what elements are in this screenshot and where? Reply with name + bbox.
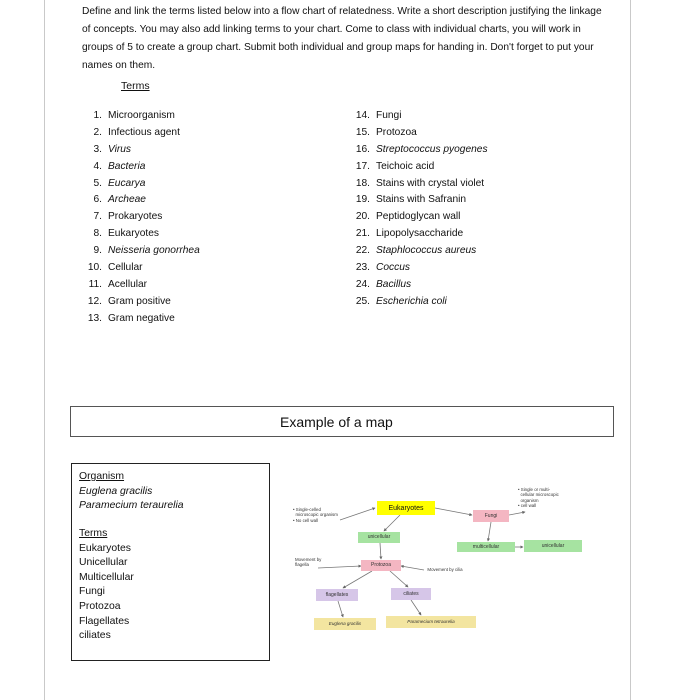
term-item: 10. Cellular bbox=[87, 262, 143, 274]
arrow-note-left bbox=[340, 508, 375, 520]
legend-organism: Euglena gracilis bbox=[79, 485, 153, 497]
term-item: 13. Gram negative bbox=[87, 312, 175, 324]
arrow-eukaryotes-fungi bbox=[435, 508, 472, 515]
note-protozoa-traits bbox=[293, 507, 338, 523]
legend-organisms bbox=[79, 470, 184, 514]
note-movement-cilia: Movement by cilia bbox=[427, 567, 463, 572]
node-ciliates: ciliates bbox=[391, 588, 431, 600]
node-unicellular-left: unicellular bbox=[358, 532, 400, 543]
term-item: 7. Prokaryotes bbox=[93, 211, 163, 223]
note-bullet: • Single or multi- bbox=[518, 487, 551, 492]
instructions-paragraph: Define and link the terms listed below into a flow chart of relatedness. Write a short description justifying the linkage of concepts. You may also add linking terms to your chart. Come to class with individual charts, you will work in groups of 5 to create a group chart. Submit both individual and group maps for handing in. Don't forget to put your names on them. bbox=[82, 6, 602, 71]
arrow-unicellular-protozoa bbox=[380, 543, 381, 559]
term-item: 24. Bacillus bbox=[355, 278, 412, 290]
term-item: 22. Staphlococcus aureus bbox=[355, 245, 477, 257]
note-bullet: • No cell wall bbox=[293, 517, 318, 523]
term-item: 11. Acellular bbox=[88, 278, 148, 290]
arrow-protozoa-ciliates bbox=[390, 571, 408, 587]
term-item: 25. Escherichia coli bbox=[355, 295, 447, 307]
term-item: 9. Neisseria gonorrhea bbox=[93, 245, 200, 257]
term-item: 21. Lipopolysaccharide bbox=[355, 228, 464, 240]
term-item: 16. Streptococcus pyogenes bbox=[355, 143, 488, 155]
node-euglena: Euglena gracilis bbox=[314, 618, 376, 630]
legend-term: Protozoa bbox=[79, 600, 121, 612]
legend-organism-heading: Organism bbox=[79, 471, 125, 482]
legend-term: Multicellular bbox=[79, 571, 134, 583]
term-item: 1. Microorganism bbox=[93, 110, 175, 121]
note-line: organism bbox=[520, 497, 539, 503]
node-protozoa: Protozoa bbox=[361, 560, 401, 571]
arrow-fungi-right bbox=[509, 512, 525, 515]
arrow-ciliates-paramecium bbox=[411, 600, 421, 615]
node-multicellular: multicellular bbox=[457, 542, 515, 552]
legend-terms bbox=[79, 527, 134, 644]
note-fungi-traits bbox=[518, 487, 559, 509]
term-item: 23. Coccus bbox=[355, 262, 410, 274]
term-item: 3. Virus bbox=[93, 143, 132, 155]
term-item: 14. Fungi bbox=[355, 110, 402, 121]
legend-term: ciliates bbox=[79, 630, 111, 642]
term-item: 12. Gram positive bbox=[87, 295, 171, 307]
term-item: 19. Stains with Safranin bbox=[355, 194, 467, 206]
legend-term: Flagellates bbox=[79, 615, 130, 627]
node-eukaryotes: Eukaryotes bbox=[377, 501, 435, 515]
arrow-note-cilia bbox=[401, 566, 424, 570]
legend-term: Fungi bbox=[79, 586, 105, 598]
page-edge-right bbox=[630, 0, 631, 700]
node-fungi: Fungi bbox=[473, 510, 509, 522]
page-edge-left bbox=[44, 0, 45, 700]
arrow-flagellates-euglena bbox=[338, 601, 343, 617]
legend-term: Unicellular bbox=[79, 557, 128, 569]
term-item: 18. Stains with crystal violet bbox=[355, 177, 485, 189]
note-line: microscopic organism bbox=[295, 512, 338, 518]
term-item: 5. Eucarya bbox=[93, 177, 146, 189]
arrow-protozoa-flagellates bbox=[343, 571, 372, 588]
term-item: 15. Protozoa bbox=[355, 126, 417, 138]
node-unicellular-right: unicellular bbox=[524, 540, 582, 552]
note-bullet: • cell wall bbox=[518, 503, 537, 509]
terms-heading: Terms bbox=[121, 80, 150, 92]
legend-organism: Paramecium teraurelia bbox=[79, 500, 184, 512]
example-map-title: Example of a map bbox=[280, 414, 393, 430]
terms-list-left bbox=[82, 108, 200, 328]
arrow-fungi-multicellular bbox=[488, 522, 491, 541]
term-item: 2. Infectious agent bbox=[93, 126, 180, 138]
term-item: 6. Archeae bbox=[93, 194, 146, 206]
legend-terms-heading: Terms bbox=[79, 528, 108, 539]
note-movement-flagella: Movement by flagella bbox=[295, 557, 322, 568]
term-item: 8. Eukaryotes bbox=[93, 228, 159, 240]
node-flagellates: flagellates bbox=[316, 589, 358, 601]
arrow-eukaryotes-unicellular bbox=[384, 515, 400, 531]
node-paramecium: Paramecium tetraurelia bbox=[386, 616, 476, 628]
legend-term: Eukaryotes bbox=[79, 542, 131, 554]
term-item: 17. Teichoic acid bbox=[355, 160, 435, 172]
terms-list-right bbox=[350, 108, 488, 311]
term-item: 20. Peptidoglycan wall bbox=[355, 211, 461, 223]
note-line: cellular microscopic bbox=[520, 492, 559, 498]
term-item: 4. Bacteria bbox=[93, 160, 146, 172]
note-bullet: • Single-celled bbox=[293, 507, 321, 512]
